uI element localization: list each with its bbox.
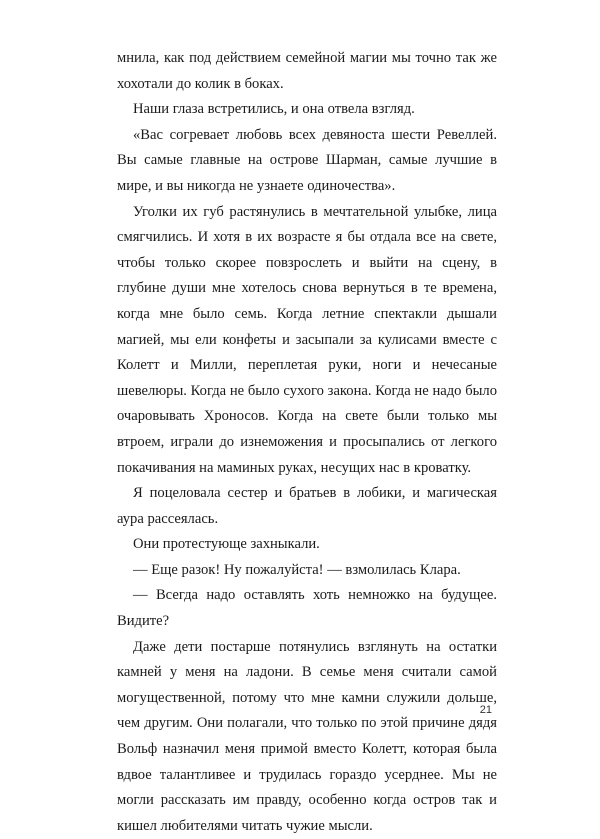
paragraph-8: — Всегда надо оставлять хоть немножко на будущее. Видите? xyxy=(117,587,497,630)
page-number: 21 xyxy=(479,704,492,716)
paragraph-5: Я поцеловала сестер и братьев в лобики, и магическая аура рассеялась. xyxy=(117,485,497,527)
paragraph-1: мнила, как под действием семейной магии мы точно так же хохотали до колик в боках. xyxy=(117,50,497,92)
paragraph-6: Они протестующе захныкали. xyxy=(133,536,320,553)
paragraph-9: Даже дети постарше потянулись взглянуть на остатки камней у меня на ладони. В семье меня считали самой могущественной, потому что мне камни служили дольше, чем другим. Они полагали, что только по этой причине дядя Вольф назначил меня примой вместо Колетт, которая была вдвое талантливее и трудилась гораздо усерднее. Мы не могли рассказать им правду, особенно когда остров так и кишел любителями читать чужие мысли. xyxy=(117,638,497,834)
paragraph-7: — Еще разок! Ну пожалуйста! — взмолилась Клара. xyxy=(133,561,461,578)
paragraph-2: Наши глаза встретились, и она отвела взгляд. xyxy=(133,101,415,118)
paragraph-4: Уголки их губ растянулись в мечтательной улыбке, лица смягчились. И хотя в их возрасте я бы отдала все на свете, чтобы только скорее повзрослеть и выйти на сцену, в глубине души мне хотелось снова вернуться в те времена, когда мне было семь. Когда летние спектакли дышали магией, мы ели конфеты и засыпали за кулисами вместе с Колетт и Милли, переплетая руки, ноги и нечесаные шевелюры. Когда не было сухого закона. Когда не надо было очаровывать Хроносов. Когда на свете были только мы втроем, играли до изнеможения и просыпались от легкого покачивания на маминых руках, несущих нас в кроватку. xyxy=(117,203,497,476)
paragraph-3: «Вас согревает любовь всех девяноста шести Ревеллей. Вы самые главные на острове Шарман, самые лучшие в мире, и вы никогда не узнаете одиночества». xyxy=(117,126,497,194)
body-text xyxy=(117,46,497,839)
